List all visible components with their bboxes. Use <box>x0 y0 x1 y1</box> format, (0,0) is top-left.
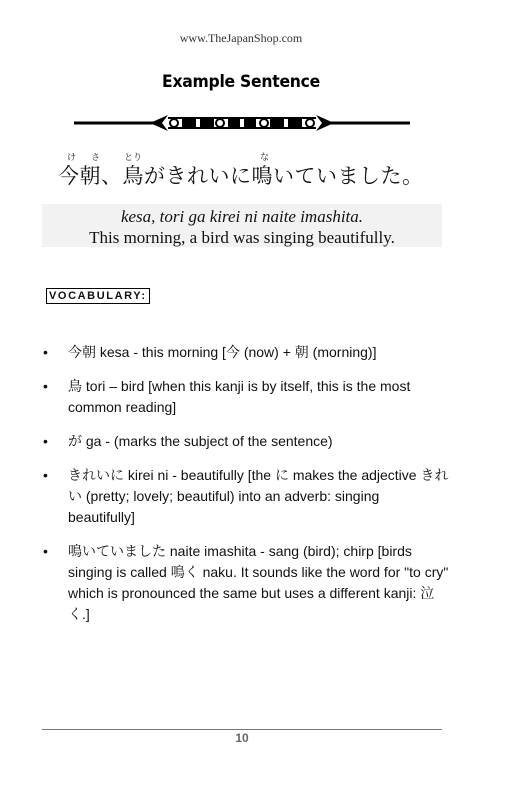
divider-ring-mid-left <box>216 119 224 127</box>
divider-arrow-right <box>316 115 334 131</box>
divider-block-2 <box>200 118 214 128</box>
page-number: 10 <box>235 731 249 745</box>
translation-box <box>42 204 442 247</box>
furigana-sa: さ <box>91 153 101 163</box>
divider-block-4 <box>244 118 256 128</box>
divider-block-6 <box>288 118 302 128</box>
vocabulary-heading: VOCABULARY: <box>46 288 150 304</box>
bullet-icon: • <box>43 344 48 360</box>
divider-block-5 <box>270 118 284 128</box>
furigana-tori: とり <box>124 153 143 163</box>
vocab-item <box>40 541 450 625</box>
vocab-item-text: 今朝 kesa - this morning [今 (now) + 朝 (morning)] <box>68 344 377 360</box>
bullet-icon: • <box>43 433 48 449</box>
japanese-sentence-text: 今朝、鳥がきれいに鳴いていました。 <box>58 164 424 188</box>
bullet-icon: • <box>43 378 48 394</box>
japanese-sentence <box>58 150 458 190</box>
furigana-ke: け <box>67 153 77 163</box>
english-translation: This morning, a bird was singing beautifully. <box>89 228 395 247</box>
vocabulary-list <box>40 342 450 625</box>
divider-arrow-left <box>150 115 168 131</box>
vocab-item-text: が ga - (marks the subject of the sentence) <box>68 433 333 449</box>
footer-divider <box>42 729 442 730</box>
vocab-item-text: 鳥 tori – bird [when this kanji is by itself, this is the most common reading] <box>68 378 411 415</box>
decorative-divider <box>72 112 412 134</box>
bullet-icon: • <box>43 467 48 483</box>
divider-ring-left <box>170 119 178 127</box>
furigana-na: な <box>260 153 270 163</box>
vocab-item-text: きれいに kirei ni - beautifully [the に makes the adjective きれい (pretty; lovely; beautiful) into an adverb: singing beautifully] <box>68 467 449 525</box>
vocab-item <box>40 431 450 452</box>
divider-ring-right <box>306 119 314 127</box>
vocab-item <box>40 465 450 528</box>
bullet-icon: • <box>43 543 48 559</box>
vocab-item <box>40 342 450 363</box>
site-url: www.TheJapanShop.com <box>179 31 303 45</box>
vocab-item-text: 鳴いていました naite imashita - sang (bird); chirp [birds singing is called 鳴く naku. It sounds like the word for "to cry" which is pronounced the same but uses a different kanji: 泣く.] <box>68 543 449 622</box>
romaji-line: kesa, tori ga kirei ni naite imashita. <box>120 207 364 226</box>
divider-ring-mid-right <box>260 119 268 127</box>
divider-block-1 <box>182 118 196 128</box>
section-title: Example Sentence <box>162 72 320 92</box>
divider-block-3 <box>228 118 240 128</box>
vocab-item <box>40 376 450 418</box>
